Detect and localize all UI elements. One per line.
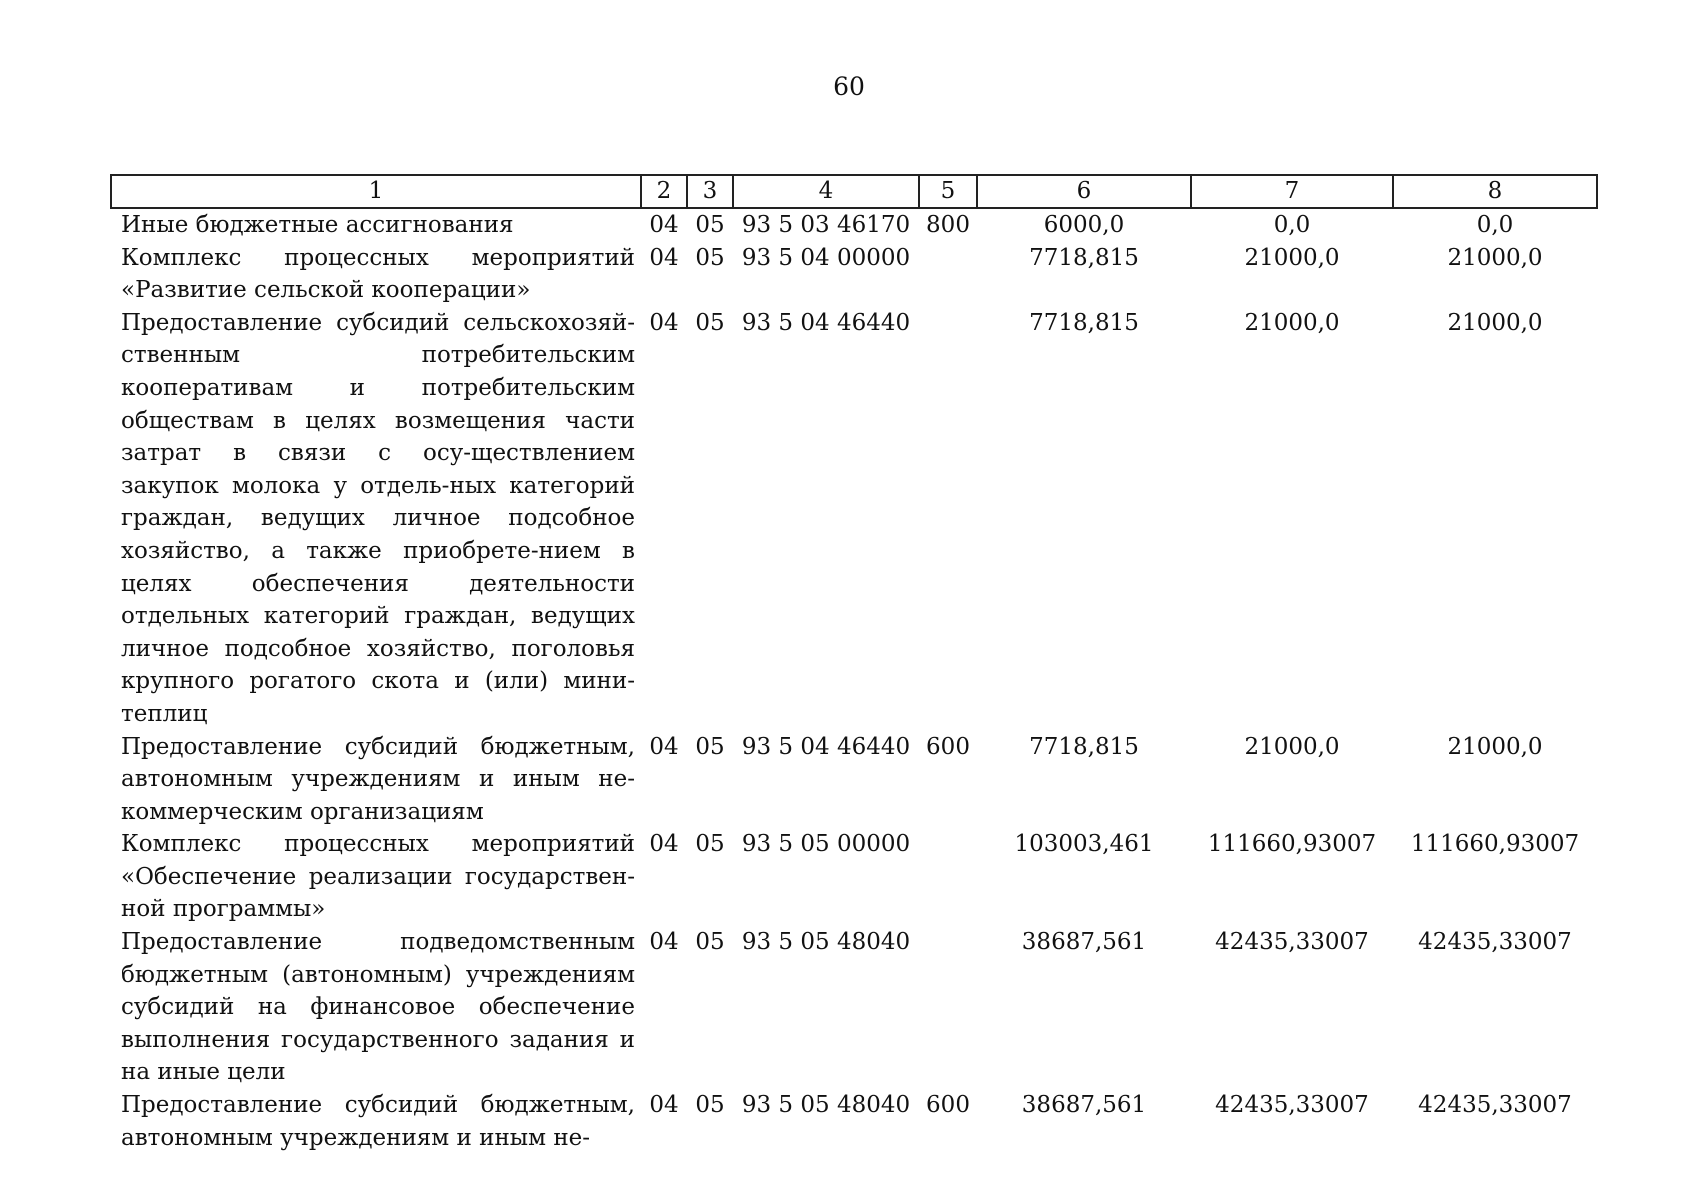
row-amount-8: 21000,0 [1447,244,1543,271]
col-header-4: 4 [733,175,919,208]
budget-table [110,174,1598,1154]
row-section: 04 [649,1092,679,1119]
row-section: 04 [649,244,679,271]
col-header-6: 6 [977,175,1191,208]
row-subsection: 05 [695,929,725,956]
row-section: 04 [649,212,679,238]
row-amount-7: 21000,0 [1244,733,1340,760]
row-expense-type [919,242,977,307]
row-target-article: 93 5 04 46440 [741,309,911,336]
row-amount-7: 0,0 [1273,212,1311,238]
row-subsection: 05 [695,309,725,336]
col-header-5: 5 [919,175,977,208]
row-amount-8: 21000,0 [1447,733,1543,760]
col-header-1: 1 [111,175,641,208]
row-section: 04 [649,929,679,956]
row-expense-type: 800 [926,212,970,238]
row-target-article: 93 5 04 46440 [741,733,911,760]
row-amount-8: 42435,33007 [1418,929,1572,956]
table-row [111,307,1597,731]
table-row [111,1089,1597,1154]
row-amount-7: 42435,33007 [1215,1092,1369,1119]
row-amount-7: 111660,93007 [1207,831,1377,858]
table-header-row [111,175,1597,208]
row-subsection: 05 [695,244,725,271]
row-expense-type [919,926,977,1089]
row-name: Иные бюджетные ассигнования [121,212,514,238]
row-subsection: 05 [695,1092,725,1119]
row-subsection: 05 [695,212,725,238]
row-amount-6: 103003,461 [1014,831,1154,858]
row-name: Комплекс процессных мероприятий «Развитие сельской кооперации» [121,244,635,304]
row-amount-6: 38687,561 [1021,929,1147,956]
col-header-2: 2 [641,175,687,208]
row-target-article: 93 5 05 00000 [741,831,911,858]
row-amount-6: 7718,815 [1029,244,1139,271]
row-expense-type [919,307,977,731]
row-amount-8: 21000,0 [1447,309,1543,336]
row-name: Предоставление субсидий сельскохозяй-ственным потребительским кооперативам и потребительским обществам в целях возмещения части затрат в связи с осу-ществлением закупок молока у отдель-ных категорий граждан, ведущих личное подсобное хозяйство, а также приобрете-нием в целях обеспечения деятельности отдельных категорий граждан, ведущих личное подсобное хозяйство, поголовья крупного рогатого скота и (или) мини-теплиц [121,309,635,727]
row-amount-7: 21000,0 [1244,309,1340,336]
row-name: Предоставление субсидий бюджетным, автономным учреждениям и иным не- [121,1092,635,1151]
col-header-3: 3 [687,175,733,208]
row-section: 04 [649,831,679,858]
col-header-7: 7 [1191,175,1393,208]
row-section: 04 [649,309,679,336]
row-amount-6: 7718,815 [1029,309,1139,336]
row-amount-8: 42435,33007 [1418,1092,1572,1119]
row-target-article: 93 5 05 48040 [741,1092,911,1119]
row-amount-8: 111660,93007 [1410,831,1580,858]
table-row [111,731,1597,829]
table-row [111,242,1597,307]
row-amount-6: 6000,0 [1043,212,1125,238]
row-amount-8: 0,0 [1476,212,1514,238]
row-name: Комплекс процессных мероприятий «Обеспечение реализации государствен-ной программы» [121,831,635,923]
row-target-article: 93 5 04 00000 [741,244,911,271]
row-subsection: 05 [695,733,725,760]
row-amount-6: 38687,561 [1021,1092,1147,1119]
row-target-article: 93 5 03 46170 [741,212,911,238]
row-section: 04 [649,733,679,760]
row-expense-type: 600 [926,1092,970,1119]
row-amount-7: 42435,33007 [1215,929,1369,956]
col-header-8: 8 [1393,175,1597,208]
row-name: Предоставление субсидий бюджетным, автономным учреждениям и иным не-коммерческим организациям [121,733,635,825]
row-expense-type: 600 [926,733,970,760]
row-amount-7: 21000,0 [1244,244,1340,271]
row-subsection: 05 [695,831,725,858]
table-row [111,828,1597,926]
row-target-article: 93 5 05 48040 [741,929,911,956]
table-row [111,926,1597,1089]
row-name: Предоставление подведомственным бюджетным (автономным) учреждениям субсидий на финансовое обеспечение выполнения государственного задания и на иные цели [121,929,635,1086]
row-expense-type [919,828,977,926]
page-number: 60 [833,72,865,101]
row-amount-6: 7718,815 [1029,733,1139,760]
table-row [111,208,1597,242]
